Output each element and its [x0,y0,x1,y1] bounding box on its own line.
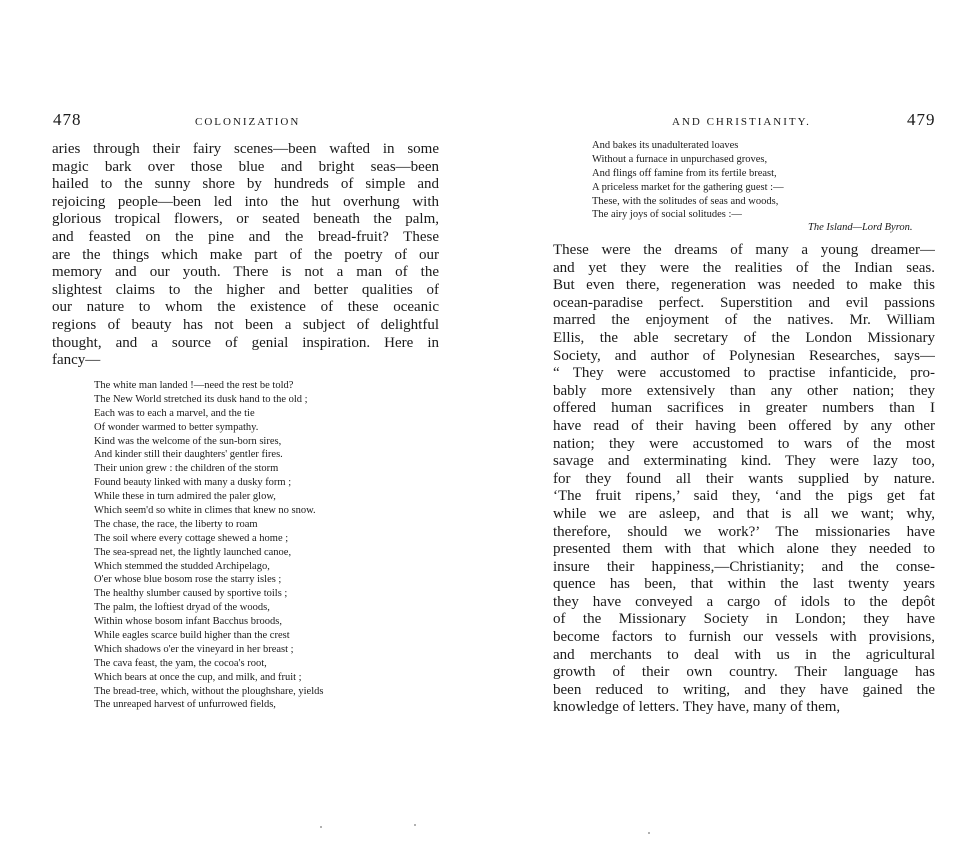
text-line: growth of their own country. Their language has [553,664,935,681]
verse-line: The healthy slumber caused by sportive toils ; [94,588,288,600]
verse-line: And flings off famine from its fertile breast, [592,167,777,179]
paper-speck [414,824,416,826]
verse-line: Which bears at once the cup, and milk, and fruit ; [94,671,302,683]
verse-line: Without a furnace in unpurchased groves, [592,153,768,165]
text-line: become factors to furnish our vessels with provisions, [553,629,935,646]
text-line: and merchants to deal with us in the agricultural [553,646,935,663]
verse-line: Which shadows o'er the vineyard in her breast ; [94,643,294,655]
verse-line: The chase, the race, the liberty to roam [94,518,258,530]
text-line: and yet they were the realities of the Indian seas. [553,259,935,276]
verse-line: Within whose bosom infant Bacchus broods, [94,616,282,628]
verse-quotation [592,139,892,222]
verse-line: Which seem'd so white in climes that knew no snow. [94,505,316,517]
verse-quotation [94,379,424,712]
verse-citation: The Island—Lord Byron. [808,222,913,233]
verse-line: Of wonder warmed to better sympathy. [94,421,259,433]
text-line: nation; they were accustomed to wars of the most [553,435,935,452]
text-line: while we are asleep, and that is all we want; why, [553,505,935,522]
running-head: AND CHRISTIANITY. [672,116,811,128]
verse-line: The bread-tree, which, without the ploughshare, yields [94,685,324,697]
text-line: and feasted on the pine and the bread-fruit? These [52,228,439,245]
text-line: for they found all their wants supplied by nature. [553,470,935,487]
text-line: marred the enjoyment of the natives. Mr. William [553,312,935,329]
verse-line: The cava feast, the yam, the cocoa's root, [94,657,267,669]
text-line: our nature to whom the existence of these oceanic [52,299,439,316]
text-line: hailed to the sunny shore by hundreds of simple and [52,176,439,193]
verse-line: The sea-spread net, the lightly launched canoe, [94,546,292,558]
verse-line: Kind was the welcome of the sun-born sires, [94,435,282,447]
text-line: insure their happiness,—Christianity; and the conse- [553,558,935,575]
text-line: slightest claims to the higher and better qualities of [52,281,439,298]
paper-speck [648,832,650,834]
text-line: are the things which make part of the poetry of our [52,246,439,263]
text-line: savage and exterminating kind. They were lazy too, [553,453,935,470]
page-number: 479 [907,110,936,129]
text-line: ocean-paradise perfect. Superstition and evil passions [553,294,935,311]
text-line: offered human sacrifices in greater numbers than I [553,400,935,417]
verse-line: The soil where every cottage shewed a home ; [94,532,289,544]
text-line: of the Missionary Society in London; they have [553,611,935,628]
verse-line: Found beauty linked with many a dusky form ; [94,477,292,489]
verse-line: The palm, the loftiest dryad of the woods, [94,602,270,614]
text-line: rejoicing people—been led into the hut overhung with [52,193,439,210]
text-line: knowledge of letters. They have, many of them, [553,699,841,716]
verse-line: While eagles scarce build higher than the crest [94,630,290,642]
verse-line: Each was to each a marvel, and the tie [94,407,255,419]
text-line: aries through their fairy scenes—been wafted in some [52,141,439,157]
text-line: Society, and author of Polynesian Researches, says— [553,347,935,364]
text-line: thought, and a source of genial inspiration. Here in [52,334,439,351]
text-line: “ They were accustomed to practise infanticide, pro- [553,365,935,382]
text-line: fancy— [52,352,101,369]
verse-line: O'er whose blue bosom rose the starry isles ; [94,574,282,586]
verse-line: These, with the solitudes of seas and woods, [592,195,779,207]
verse-line: And bakes its unadulterated loaves [592,140,739,151]
text-line: bably more extensively than any other nation; they [553,382,935,399]
text-line: Ellis, the able secretary of the London Missionary [553,329,935,346]
text-line: have read of their having been offered by any other [553,417,935,434]
page-number: 478 [53,110,82,129]
verse-line: The New World stretched its dusk hand to the old ; [94,393,308,405]
verse-line: The airy joys of social solitudes :— [592,209,742,221]
text-line: quence has been, that within the last twenty years [553,576,935,593]
running-head: COLONIZATION [195,116,301,128]
body-text [52,141,439,370]
verse-line: The white man landed !—need the rest be told? [94,380,294,391]
verse-line: A priceless market for the gathering guest :— [592,181,784,193]
text-line: presented them with that which alone they needed to [553,541,935,558]
text-line: they have conveyed a cargo of idols to the depôt [553,593,935,610]
text-line: ‘The fruit ripens,’ said they, ‘and the pigs get fat [553,488,935,505]
verse-line: While these in turn admired the paler glow, [94,491,276,503]
verse-line: Which stemmed the studded Archipelago, [94,560,270,572]
text-line: magic bark over those blue and bright seas—been [52,158,439,175]
text-line: regions of beauty has not been a subject of delightful [52,316,439,333]
verse-line: And kinder still their daughters' gentler fires. [94,449,283,461]
text-line: therefore, should we work?’ The missionaries have [553,523,935,540]
right-page [490,0,980,853]
text-line: glorious tropical flowers, or seated beneath the palm, [52,211,439,228]
text-line: memory and our youth. There is not a man of the [52,264,439,281]
text-line: These were the dreams of many a young dreamer— [553,242,935,258]
paper-speck [320,826,322,828]
text-line: But even there, regeneration was needed to make this [553,277,935,294]
verse-line: Their union grew : the children of the storm [94,463,279,475]
verse-line: The unreaped harvest of unfurrowed fields, [94,699,276,711]
body-text [553,242,935,717]
text-line: been reduced to writing, and they have gained the [553,681,935,698]
